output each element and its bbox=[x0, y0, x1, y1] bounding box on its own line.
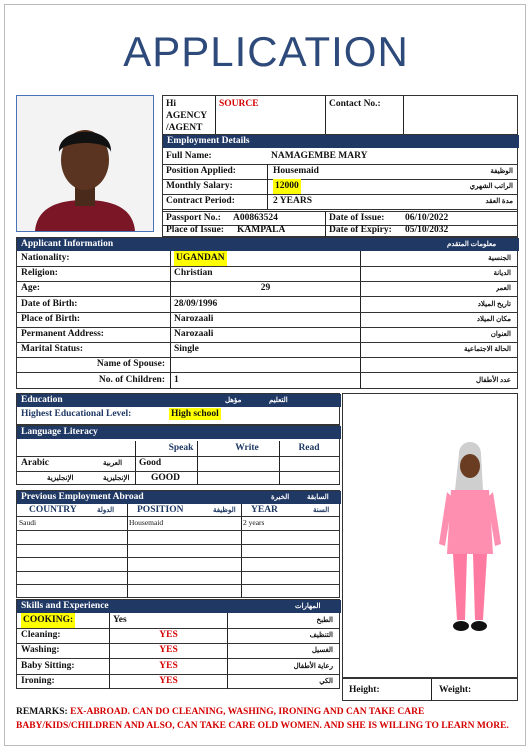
applicant-field-label: Date of Birth: bbox=[21, 298, 78, 309]
skill-arabic: رعاية الأطفال bbox=[293, 661, 333, 670]
skills-header: Skills and Experience المهارات bbox=[17, 600, 341, 613]
place-issue-value: KAMPALA bbox=[237, 225, 286, 235]
applicant-field-arabic: الحالة الاجتماعية bbox=[464, 345, 511, 354]
language-header: Language Literacy bbox=[17, 426, 341, 439]
previous-columns: COUNTRY الدولة POSITION الوظيفة YEAR السنة bbox=[17, 504, 339, 517]
skill-value: YES bbox=[159, 645, 178, 656]
skill-label: Cleaning: bbox=[21, 630, 61, 641]
skill-arabic: الغسيل bbox=[311, 646, 333, 655]
previous-header: Previous Employment Abroad الخبرة السابقة bbox=[17, 491, 341, 504]
employment-header: Employment Details bbox=[163, 135, 519, 148]
applicant-field-label: Place of Birth: bbox=[21, 313, 81, 324]
expiry-value: 05/10/2032 bbox=[405, 225, 449, 235]
applicant-row bbox=[17, 281, 517, 297]
skill-row bbox=[17, 674, 339, 689]
contact-label: Contact No.: bbox=[329, 99, 381, 109]
passport-value: A00863524 bbox=[233, 213, 278, 223]
applicant-row bbox=[17, 312, 517, 328]
skills-section bbox=[16, 599, 340, 689]
applicant-header: Applicant Information معلومات المتقدم bbox=[17, 238, 519, 251]
applicant-field-arabic: العمر bbox=[495, 284, 511, 293]
place-issue-row: Place of Issue: KAMPALA Date of Expiry: 05/10/2032 bbox=[166, 225, 449, 235]
skill-row bbox=[17, 628, 339, 644]
agency-label: Hi AGENCY /AGENT bbox=[166, 99, 207, 133]
applicant-field-label: Nationality: bbox=[21, 253, 70, 263]
previous-employment-row bbox=[17, 558, 339, 572]
issue-date-value: 06/10/2022 bbox=[405, 213, 449, 223]
previous-employment bbox=[16, 490, 340, 598]
full-body-photo bbox=[342, 393, 518, 678]
applicant-row bbox=[17, 327, 517, 343]
measures-row bbox=[342, 678, 518, 701]
applicant-field-label: Age: bbox=[21, 283, 40, 294]
portrait-photo bbox=[16, 95, 154, 232]
position-row: Position Applied: Housemaid الوظيفة bbox=[163, 164, 517, 180]
language-section bbox=[16, 425, 340, 485]
applicant-field-arabic: الديانة bbox=[493, 269, 511, 278]
applicant-field-label: Name of Spouse: bbox=[96, 359, 165, 370]
language-columns: Speak Write Read bbox=[17, 441, 339, 457]
education-header: Education التعليم مؤهل bbox=[17, 394, 341, 407]
skill-arabic: الكي bbox=[319, 676, 333, 685]
applicant-row bbox=[17, 357, 517, 373]
height-label: Height: bbox=[349, 685, 380, 695]
remarks-label: REMARKS: bbox=[16, 707, 68, 717]
previous-employment-row bbox=[17, 544, 339, 558]
language-row-english: الإنجليزية الإنجليزية GOOD bbox=[47, 473, 181, 483]
passport-row: Passport No.: A00863524 Date of Issue: 06/10/2022 bbox=[163, 211, 517, 226]
previous-employment-row bbox=[17, 531, 339, 545]
remarks-text: EX-ABROAD. CAN DO CLEANING, WASHING, IRONING AND CAN TAKE CARE BABY/KIDS/CHILDREN AND ALSO, CAN TAKE CARE OLD WOMEN. AND SHE IS WILLING TO LEARN MORE. bbox=[16, 707, 509, 731]
applicant-field-value: 1 bbox=[174, 374, 179, 385]
skill-arabic: التنظيف bbox=[309, 631, 333, 640]
applicant-row bbox=[17, 251, 517, 267]
language-row-arabic: Arabic العربية Good bbox=[17, 456, 339, 472]
skill-value: Yes bbox=[113, 615, 127, 625]
applicant-row bbox=[17, 266, 517, 282]
applicant-field-label: Religion: bbox=[21, 268, 58, 279]
skill-arabic: الطبخ bbox=[316, 616, 333, 624]
applicant-field-value: Single bbox=[174, 344, 199, 355]
applicant-field-arabic: تاريخ الميلاد bbox=[477, 299, 511, 308]
applicant-row bbox=[17, 297, 517, 313]
skill-row bbox=[17, 643, 339, 659]
applicant-field-value: Christian bbox=[174, 268, 213, 279]
previous-employment-row bbox=[17, 517, 339, 531]
applicant-field-value: Narozaali bbox=[174, 329, 214, 339]
applicant-field-value: UGANDAN bbox=[174, 251, 227, 266]
previous-employment-row bbox=[17, 585, 339, 598]
skill-label: Washing: bbox=[21, 645, 60, 656]
agency-block bbox=[162, 95, 518, 135]
salary-row: Monthly Salary: 12000 الراتب الشهري bbox=[163, 179, 517, 195]
applicant-field-arabic: مكان الميلاد bbox=[476, 314, 511, 323]
education-section bbox=[16, 393, 340, 425]
contract-value: 2 YEARS bbox=[273, 196, 312, 206]
previous-year: 2 years bbox=[243, 518, 265, 527]
applicant-row bbox=[17, 373, 517, 388]
applicant-field-label: No. of Children: bbox=[98, 374, 165, 385]
page-title: APPLICATION bbox=[123, 28, 409, 75]
skill-value: YES bbox=[159, 675, 178, 686]
education-level-label: Highest Educational Level: bbox=[21, 409, 132, 419]
education-level-value: High school bbox=[171, 409, 219, 419]
skill-row bbox=[17, 659, 339, 675]
previous-employment-row bbox=[17, 571, 339, 585]
skill-label: Baby Sitting: bbox=[21, 660, 75, 671]
full-body-image bbox=[343, 394, 517, 677]
applicant-field-value: 29 bbox=[260, 283, 271, 294]
remarks bbox=[16, 705, 518, 733]
position-value: Housemaid bbox=[273, 166, 319, 176]
skill-label: COOKING: bbox=[21, 613, 75, 628]
full-name-value: NAMAGEMBE MARY bbox=[271, 151, 368, 161]
previous-country: Saudi bbox=[19, 518, 37, 527]
contract-row: Contract Period: 2 YEARS مدة العقد bbox=[163, 194, 517, 210]
skill-value: YES bbox=[159, 660, 178, 671]
applicant-field-label: Permanent Address: bbox=[21, 329, 104, 339]
full-name-row: Full Name: NAMAGEMBE MARY bbox=[163, 149, 517, 165]
skill-value: YES bbox=[159, 630, 178, 641]
applicant-field-arabic: عدد الأطفال bbox=[476, 375, 511, 384]
salary-value: 12000 bbox=[273, 179, 301, 194]
source-label: SOURCE bbox=[219, 99, 259, 109]
portrait-image bbox=[17, 96, 153, 231]
applicant-field-arabic: العنوان bbox=[490, 330, 511, 338]
applicant-field-value: Narozaali bbox=[174, 313, 214, 324]
weight-label: Weight: bbox=[439, 685, 472, 695]
applicant-information bbox=[16, 237, 518, 389]
employment-details bbox=[162, 135, 518, 237]
skill-label: Ironing: bbox=[21, 675, 55, 686]
applicant-field-value: 28/09/1996 bbox=[174, 298, 218, 309]
previous-position: Housemaid bbox=[129, 518, 164, 527]
applicant-field-label: Marital Status: bbox=[21, 344, 84, 355]
applicant-row bbox=[17, 342, 517, 358]
applicant-field-arabic: الجنسية bbox=[488, 254, 511, 262]
skill-row bbox=[17, 613, 339, 629]
